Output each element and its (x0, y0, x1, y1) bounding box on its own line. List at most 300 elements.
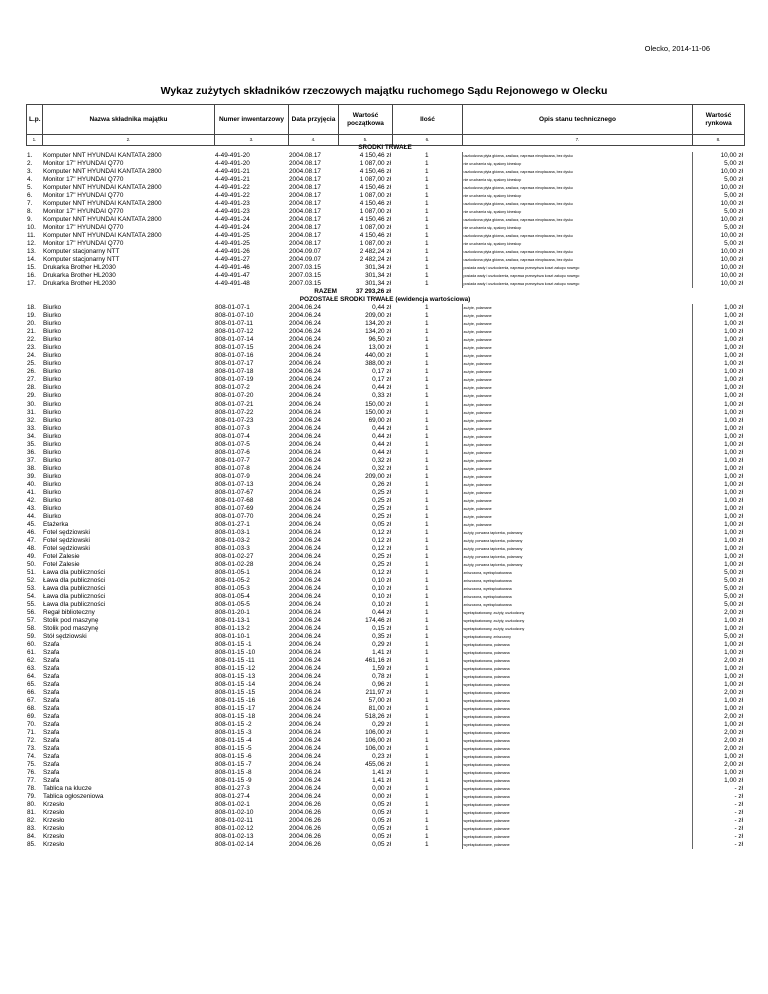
row-lp: 63. (27, 665, 36, 673)
market-value: 2,00 zł (724, 737, 743, 745)
inventory-number: 808-01-15 -8 (215, 769, 252, 777)
section-title: POZOSTAŁE ŚRODKI TRWAŁE (ewidencja wartościowa) (299, 296, 471, 304)
row-lp: 75. (27, 761, 36, 769)
row-lp: 46. (27, 528, 36, 536)
quantity: 1 (424, 400, 429, 408)
market-value: 5,00 zł (724, 568, 743, 576)
market-value: 1,00 zł (724, 400, 743, 408)
quantity: 1 (424, 464, 429, 472)
row-lp: 77. (27, 777, 36, 785)
initial-value: 0,44 zł (372, 424, 391, 432)
table-row (26, 713, 744, 721)
market-value: 10,00 zł (720, 272, 743, 280)
inventory-number: 808-01-07-15 (215, 344, 254, 352)
row-lp: 5. (27, 184, 33, 192)
row-lp: 57. (27, 616, 36, 624)
market-value: 1,00 zł (724, 456, 743, 464)
table-row (26, 633, 744, 641)
condition-description: uszkodzona płyta główna, zasilacz, naprawa nieopłacana, bez dysku (462, 248, 692, 256)
inventory-number: 808-01-20-1 (215, 608, 250, 616)
quantity: 1 (424, 168, 429, 176)
market-value: 1,00 zł (724, 705, 743, 713)
table-row (26, 449, 744, 457)
market-value: - zł (734, 785, 743, 793)
row-lp: 85. (27, 841, 36, 849)
row-lp: 19. (27, 312, 36, 320)
quantity: 1 (424, 544, 429, 552)
table-row (26, 184, 744, 192)
market-value: 1,00 zł (724, 480, 743, 488)
market-value: 10,00 zł (720, 216, 743, 224)
row-lp: 18. (27, 304, 36, 312)
asset-name: Biurko (43, 512, 62, 520)
asset-name: Biurko (43, 328, 62, 336)
acceptance-date: 2004.06.26 (289, 833, 321, 841)
quantity: 1 (424, 192, 429, 200)
inventory-number: 4-49-491-48 (215, 280, 250, 288)
table-row (26, 441, 744, 449)
market-value: - zł (734, 809, 743, 817)
quantity: 1 (424, 208, 429, 216)
condition-description: zużyte, połamane (462, 457, 692, 465)
quantity: 1 (424, 304, 429, 312)
condition-description: zniszczona, wyeksploatowana (462, 569, 692, 577)
acceptance-date: 2004.06.24 (289, 713, 321, 721)
asset-name: Szafa (43, 697, 60, 705)
table-row (26, 152, 744, 160)
market-value: 1,00 zł (724, 753, 743, 761)
initial-value: 1,41 zł (372, 648, 391, 656)
acceptance-date: 2004.06.24 (289, 697, 321, 705)
asset-name: Ława dla publiczności (43, 576, 106, 584)
row-lp: 47. (27, 536, 36, 544)
acceptance-date: 2004.06.24 (289, 464, 321, 472)
table-row (26, 769, 744, 777)
condition-description: nie uruchamia się, spalony kineskop (462, 208, 692, 216)
market-value: 1,00 zł (724, 528, 743, 536)
table-row (26, 545, 744, 553)
market-value: 1,00 zł (724, 552, 743, 560)
asset-name: Szafa (43, 681, 60, 689)
asset-name: Biurko (43, 344, 62, 352)
asset-name: Komputer NNT HYUNDAI KANTATA 2800 (43, 184, 162, 192)
row-lp: 80. (27, 801, 36, 809)
inventory-number: 808-01-07-10 (215, 312, 254, 320)
acceptance-date: 2004.08.17 (289, 208, 321, 216)
condition-description: wyeksploatowana, połamana (462, 769, 692, 777)
acceptance-date: 2004.06.24 (289, 769, 321, 777)
row-lp: 10. (27, 224, 36, 232)
initial-value: 0,44 zł (372, 384, 391, 392)
initial-value: 0,44 zł (372, 608, 391, 616)
inventory-number: 4-49-491-24 (215, 224, 250, 232)
row-lp: 4. (27, 176, 33, 184)
inventory-number: 808-01-07-23 (215, 416, 254, 424)
asset-name: Szafa (43, 729, 60, 737)
table-row (26, 817, 744, 825)
asset-name: Komputer NNT HYUNDAI KANTATA 2800 (43, 232, 162, 240)
market-value: 2,00 zł (724, 761, 743, 769)
table-row (26, 529, 744, 537)
inventory-number: 808-01-15 -11 (215, 657, 255, 664)
initial-value: 57,00 zł (368, 697, 391, 705)
quantity: 1 (424, 640, 429, 648)
condition-description: zużyte, połamane (462, 312, 692, 320)
inventory-number: 4-49-491-46 (215, 264, 250, 272)
condition-description: zużyte, połamane (462, 465, 692, 473)
inventory-number: 808-01-07-7 (215, 456, 250, 464)
condition-description: wyeksploatowana, połamana (462, 705, 692, 713)
quantity: 1 (424, 416, 429, 424)
condition-description: zużyte, połamane (462, 376, 692, 384)
inventory-number: 808-01-07-69 (215, 504, 254, 512)
condition-description: wyeksploatowany, zużyty, uszkodzony (462, 625, 692, 633)
table-row (26, 809, 744, 817)
initial-value: 301,34 zł (365, 280, 391, 288)
condition-description: zużyty, porwana tapicerka, połamany (462, 537, 692, 545)
quantity: 1 (424, 777, 429, 785)
table-row (26, 368, 744, 376)
acceptance-date: 2004.08.17 (289, 160, 321, 168)
sum-value: 37 293,26 zł (355, 288, 391, 296)
quantity: 1 (424, 568, 429, 576)
row-lp: 52. (27, 576, 36, 584)
table-row (26, 208, 744, 216)
row-lp: 60. (27, 640, 36, 648)
condition-description: wyeksploatowany, zniszczony (462, 633, 692, 641)
quantity: 1 (424, 673, 429, 681)
initial-value: 0,15 zł (372, 624, 391, 632)
condition-description: zużyte, połamane (462, 521, 692, 529)
acceptance-date: 2004.08.17 (289, 152, 321, 160)
acceptance-date: 2004.06.26 (289, 841, 321, 849)
initial-value: 211,97 zł (365, 689, 391, 697)
market-value: 5,00 zł (724, 592, 743, 600)
table-row (26, 753, 744, 761)
table-row (26, 392, 744, 400)
table-row (26, 745, 744, 753)
quantity: 1 (424, 785, 429, 793)
header-col-number: 5. (339, 135, 393, 146)
asset-name: Monitor 17" HYUNDAI Q770 (43, 240, 124, 248)
condition-description: wyeksploatowane, połamane (462, 817, 692, 825)
initial-value: 0,32 zł (372, 456, 391, 464)
initial-value: 0,29 zł (372, 640, 391, 648)
condition-description: zużyte, połamane (462, 449, 692, 457)
row-lp: 42. (27, 496, 36, 504)
table-row (26, 216, 744, 224)
table-row (26, 376, 744, 384)
table-row (26, 497, 744, 505)
inventory-number: 808-01-07-6 (215, 448, 250, 456)
table-row (26, 176, 744, 184)
asset-name: Krzesło (43, 833, 65, 841)
asset-name: Szafa (43, 657, 60, 664)
quantity: 1 (424, 745, 429, 753)
initial-value: 0,35 zł (372, 632, 391, 640)
quantity: 1 (424, 152, 429, 160)
asset-name: Monitor 17" HYUNDAI Q770 (43, 160, 124, 168)
header-col-number: 2. (43, 135, 215, 146)
row-lp: 59. (27, 632, 36, 640)
row-lp: 14. (27, 256, 36, 264)
row-lp: 31. (27, 408, 36, 416)
initial-value: 0,25 zł (372, 512, 391, 520)
condition-description: zużyte, połamane (462, 360, 692, 368)
row-lp: 54. (27, 592, 36, 600)
inventory-number: 808-01-02-1 (215, 801, 250, 809)
inventory-number: 4-49-491-20 (215, 152, 250, 160)
table-row (26, 344, 744, 352)
quantity: 1 (424, 841, 429, 849)
row-lp: 43. (27, 504, 36, 512)
table-row (26, 425, 744, 433)
quantity: 1 (424, 721, 429, 729)
asset-name: Biurko (43, 336, 62, 344)
inventory-number: 808-01-07-5 (215, 440, 250, 448)
initial-value: 0,23 zł (372, 753, 391, 761)
table-row (26, 433, 744, 441)
initial-value: 1,41 zł (372, 777, 391, 785)
condition-description: wyeksploatowany, zużyty, uszkodzony (462, 617, 692, 625)
quantity: 1 (424, 176, 429, 184)
row-lp: 70. (27, 721, 36, 729)
asset-name: Biurko (43, 440, 62, 448)
market-value: 1,00 zł (724, 320, 743, 328)
table-row (26, 737, 744, 745)
initial-value: 0,12 zł (372, 568, 391, 576)
asset-table (26, 144, 744, 849)
asset-name: Biurko (43, 464, 62, 472)
table-row (26, 617, 744, 625)
row-lp: 84. (27, 833, 36, 841)
market-value: 1,00 zł (724, 520, 743, 528)
inventory-number: 808-01-07-1 (215, 304, 250, 312)
condition-description: wyeksploatowana, połamana (462, 793, 692, 801)
table-row (26, 417, 744, 425)
market-value: 10,00 zł (720, 200, 743, 208)
row-lp: 49. (27, 552, 36, 560)
condition-description: zużyte, połamane (462, 384, 692, 392)
row-lp: 24. (27, 352, 36, 360)
row-lp: 11. (27, 232, 36, 240)
row-lp: 74. (27, 753, 36, 761)
inventory-number: 808-01-07-19 (215, 376, 254, 384)
asset-name: Biurko (43, 456, 62, 464)
initial-value: 13,00 zł (368, 344, 391, 352)
acceptance-date: 2004.08.17 (289, 176, 321, 184)
condition-description: uszkodzona płyta główna, zasilacz, naprawa nieopłacana, bez dysku (462, 152, 692, 160)
market-value: 1,00 zł (724, 648, 743, 656)
quantity: 1 (424, 713, 429, 721)
acceptance-date: 2004.06.24 (289, 592, 321, 600)
market-value: 1,00 zł (724, 624, 743, 632)
header-date: Data przyjęcia (289, 105, 339, 135)
condition-description: zużyte, połamane (462, 513, 692, 521)
condition-description: nie uruchamia się, spalony kineskop (462, 160, 692, 168)
acceptance-date: 2004.06.24 (289, 624, 321, 632)
inventory-number: 4-49-491-26 (215, 248, 250, 256)
acceptance-date: 2004.06.24 (289, 753, 321, 761)
acceptance-date: 2004.06.24 (289, 520, 321, 528)
quantity: 1 (424, 472, 429, 480)
row-lp: 37. (27, 456, 36, 464)
condition-description: zniszczona, wyeksploatowana (462, 593, 692, 601)
market-value: 1,00 zł (724, 512, 743, 520)
market-value: 5,00 zł (724, 240, 743, 248)
inventory-number: 808-01-10-1 (215, 632, 250, 640)
inventory-number: 808-01-05-3 (215, 584, 250, 592)
market-value: 10,00 zł (720, 280, 743, 288)
row-lp: 51. (27, 568, 36, 576)
quantity: 1 (424, 312, 429, 320)
table-row (26, 673, 744, 681)
table-row (26, 481, 744, 489)
acceptance-date: 2004.06.24 (289, 320, 321, 328)
row-lp: 7. (27, 200, 33, 208)
quantity: 1 (424, 256, 429, 264)
header-condition: Opis stanu technicznego (463, 105, 693, 135)
initial-value: 455,06 zł (365, 761, 391, 769)
quantity: 1 (424, 737, 429, 745)
acceptance-date: 2004.06.24 (289, 480, 321, 488)
quantity: 1 (424, 552, 429, 560)
acceptance-date: 2004.06.24 (289, 761, 321, 769)
initial-value: 0,05 zł (372, 520, 391, 528)
condition-description: zużyte, połamane (462, 497, 692, 505)
quantity: 1 (424, 504, 429, 512)
initial-value: 2 482,24 zł (359, 256, 391, 264)
row-lp: 8. (27, 208, 33, 216)
market-value: 2,00 zł (724, 689, 743, 697)
condition-description: wyeksploatowany, zużyty, uszkodzony (462, 609, 692, 617)
condition-description: nie uruchamia się, spalony kineskop (462, 240, 692, 248)
condition-description: uszkodzona płyta główna, zasilacz, naprawa nieopłacana, bez dysku (462, 168, 692, 176)
condition-description: wyeksploatowana, połamana (462, 673, 692, 681)
condition-description: zużyte, połamane (462, 304, 692, 312)
acceptance-date: 2004.06.24 (289, 392, 321, 400)
acceptance-date: 2004.06.24 (289, 536, 321, 544)
asset-name: Biurko (43, 424, 62, 432)
row-lp: 27. (27, 376, 36, 384)
quantity: 1 (424, 689, 429, 697)
condition-description: wyeksploatowana, połamana (462, 697, 692, 705)
condition-description: wyeksploatowane, połamane (462, 841, 692, 849)
asset-name: Fotel sędziowski (43, 544, 90, 552)
condition-description: zużyte, połamane (462, 409, 692, 417)
table-row (26, 601, 744, 609)
inventory-number: 808-01-15 -17 (215, 705, 256, 713)
acceptance-date: 2004.06.24 (289, 665, 321, 673)
condition-description: wyeksploatowane, połamane (462, 801, 692, 809)
quantity: 1 (424, 769, 429, 777)
initial-value: 0,05 zł (372, 801, 391, 809)
market-value: 1,00 zł (724, 352, 743, 360)
asset-name: Biurko (43, 304, 62, 312)
inventory-number: 808-01-07-12 (215, 328, 254, 336)
table-row (26, 320, 744, 328)
initial-value: 0,44 zł (372, 440, 391, 448)
row-lp: 23. (27, 344, 36, 352)
initial-value: 4 150,46 zł (359, 184, 391, 192)
asset-name: Szafa (43, 713, 60, 721)
table-row (26, 328, 744, 336)
inventory-number: 808-01-15 -6 (215, 753, 252, 761)
market-value: 1,00 zł (724, 616, 743, 624)
asset-name: Szafa (43, 737, 60, 745)
row-lp: 48. (27, 544, 36, 552)
asset-name: Krzesło (43, 825, 65, 833)
acceptance-date: 2004.06.24 (289, 576, 321, 584)
market-value: 1,00 zł (724, 368, 743, 376)
quantity: 1 (424, 216, 429, 224)
initial-value: 0,05 zł (372, 817, 391, 825)
acceptance-date: 2004.06.24 (289, 640, 321, 648)
acceptance-date: 2004.06.26 (289, 825, 321, 833)
quantity: 1 (424, 280, 429, 288)
table-row (26, 304, 744, 312)
inventory-number: 808-01-27-4 (215, 793, 250, 801)
asset-name: Stolik pod maszynę (43, 624, 99, 632)
inventory-number: 808-01-07-11 (215, 320, 253, 328)
initial-value: 0,05 zł (372, 809, 391, 817)
quantity: 1 (424, 184, 429, 192)
acceptance-date: 2004.06.24 (289, 632, 321, 640)
quantity: 1 (424, 624, 429, 632)
table-row (26, 625, 744, 633)
acceptance-date: 2004.06.24 (289, 344, 321, 352)
condition-description: zużyte, połamane (462, 441, 692, 449)
initial-value: 0,12 zł (372, 528, 391, 536)
inventory-number: 808-01-02-12 (215, 825, 254, 833)
quantity: 1 (424, 240, 429, 248)
condition-description: zużyte, połamane (462, 481, 692, 489)
quantity: 1 (424, 424, 429, 432)
asset-name: Monitor 17" HYUNDAI Q770 (43, 208, 124, 216)
acceptance-date: 2004.06.24 (289, 657, 321, 664)
row-lp: 22. (27, 336, 36, 344)
condition-description: wyeksploatowana, połamana (462, 681, 692, 689)
condition-description: zużyty, porwana tapicerka, połamany (462, 553, 692, 561)
quantity: 1 (424, 344, 429, 352)
quantity: 1 (424, 608, 429, 616)
initial-value: 0,25 zł (372, 488, 391, 496)
inventory-number: 808-01-13-1 (215, 616, 250, 624)
row-lp: 56. (27, 608, 36, 616)
initial-value: 388,00 zł (365, 360, 391, 368)
quantity: 1 (424, 681, 429, 689)
inventory-number: 808-01-15 -10 (215, 648, 256, 656)
condition-description: zużyte, połamane (462, 473, 692, 481)
condition-description: posiada wady i uszkodzenia, naprawa przewyższa koszt zakupu nowego (462, 272, 692, 280)
table-row (26, 561, 744, 569)
document-date: Olecko, 2014-11-06 (644, 44, 710, 53)
asset-name: Krzesło (43, 817, 65, 825)
asset-name: Monitor 17" HYUNDAI Q770 (43, 176, 124, 184)
inventory-number: 4-49-491-24 (215, 216, 250, 224)
quantity: 1 (424, 576, 429, 584)
initial-value: 150,00 zł (365, 400, 391, 408)
acceptance-date: 2004.06.24 (289, 504, 321, 512)
acceptance-date: 2004.06.24 (289, 432, 321, 440)
condition-description: uszkodzona płyta główna, zasilacz, naprawa nieopłacana, bez dysku (462, 232, 692, 240)
table-row (26, 793, 744, 801)
table-row (26, 609, 744, 617)
table-row (26, 465, 744, 473)
row-lp: 1. (27, 152, 33, 160)
table-row (26, 401, 744, 409)
initial-value: 106,00 zł (365, 737, 391, 745)
